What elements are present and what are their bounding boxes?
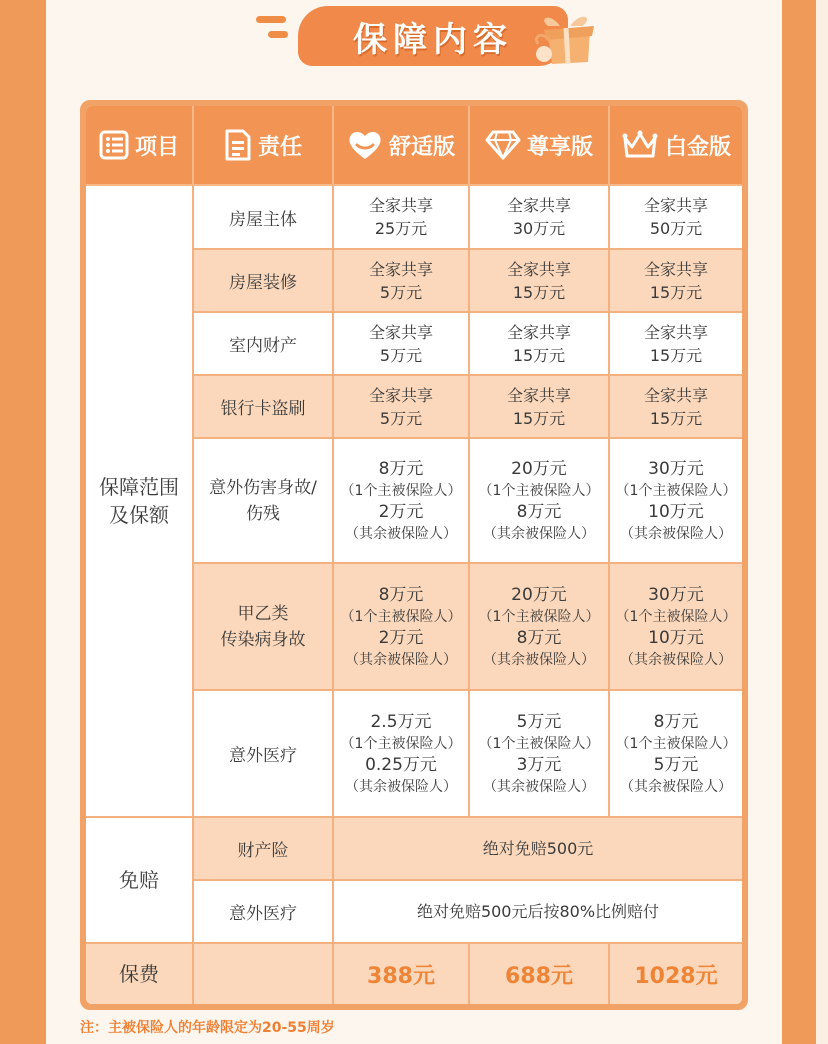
cell-text: 5万元 [653, 754, 699, 775]
coverage-group-label-line1: 保障范围 [99, 475, 179, 499]
table-cell [470, 313, 610, 376]
cell-text: 8万元 [378, 584, 424, 605]
table-cell [610, 376, 742, 439]
cell-text: 15万元 [512, 282, 566, 302]
table-cell [610, 564, 742, 691]
header-item [86, 106, 194, 186]
cell-text: 全家共享 [643, 259, 708, 279]
cell-text: 0.25万元 [365, 754, 437, 775]
header-plan-comfort [334, 106, 470, 186]
cell-text: （1个主被保险人） [478, 482, 600, 499]
cell-text: 伤残 [246, 503, 280, 524]
table-cell [470, 691, 610, 818]
coverage-table [80, 100, 748, 1010]
row-name [194, 564, 334, 691]
row-name: 房屋主体 [194, 186, 334, 250]
table-cell [610, 313, 742, 376]
cell-text: 10万元 [648, 627, 704, 648]
premium-plan-platinum: 1028元 [610, 944, 742, 1004]
cell-text: 全家共享 [506, 196, 571, 215]
page-title: 保障内容 [298, 6, 568, 66]
cell-text: 30万元 [648, 584, 704, 605]
table-cell [334, 691, 470, 818]
gift-box-icon [530, 4, 600, 68]
table-cell [610, 250, 742, 313]
row-name: 银行卡盗刷 [194, 376, 334, 439]
table-cell [610, 186, 742, 250]
cell-text: （1个主被保险人） [615, 735, 737, 752]
table-cell [610, 439, 742, 564]
cell-text: （1个主被保险人） [340, 608, 462, 625]
cell-text: 全家共享 [506, 322, 571, 342]
cell-text: 8万元 [516, 627, 562, 648]
cell-text: 2万元 [378, 627, 424, 648]
cell-text: 30万元 [648, 458, 704, 479]
right-border-stripe [782, 0, 828, 1044]
cell-text: 8万元 [378, 458, 424, 479]
cell-text: （其余被保险人） [483, 525, 595, 542]
age-note: 注：主被保险人的年龄限定为20-55周岁 [80, 1020, 335, 1036]
header-item-label: 项目 [134, 134, 179, 160]
cell-text: （其余被保险人） [483, 778, 595, 795]
cell-text: 3万元 [516, 754, 562, 775]
premium-empty-cell [194, 944, 334, 1004]
title-dash-decoration [268, 31, 288, 38]
coverage-group-label [86, 186, 194, 818]
cell-text: 全家共享 [368, 322, 433, 342]
cell-text: （1个主被保险人） [478, 608, 600, 625]
cell-text: 2万元 [378, 501, 424, 522]
cell-text: 15万元 [512, 345, 566, 365]
cell-text: （1个主被保险人） [615, 608, 737, 625]
left-border-stripe [0, 0, 46, 1044]
cell-text: （其余被保险人） [483, 651, 595, 668]
cell-text: 甲乙类 [237, 603, 289, 624]
cell-text: （1个主被保险人） [478, 735, 600, 752]
cell-text: 15万元 [512, 408, 566, 428]
header-plan-premium-label: 尊享版 [526, 134, 593, 160]
table-cell [334, 250, 470, 313]
cell-text: 5万元 [379, 282, 423, 302]
table-cell [470, 186, 610, 250]
cell-text: 15万元 [649, 282, 703, 302]
cell-text: 全家共享 [368, 196, 433, 215]
cell-text: （其余被保险人） [620, 651, 732, 668]
cell-text: （其余被保险人） [345, 778, 457, 795]
cell-text: 全家共享 [643, 385, 708, 405]
table-cell [334, 313, 470, 376]
crown-icon [621, 130, 659, 160]
cell-text: 30万元 [512, 219, 566, 238]
header-plan-platinum [610, 106, 742, 186]
cell-text: 50万元 [649, 219, 703, 238]
table-cell [470, 250, 610, 313]
cell-text: （1个主被保险人） [340, 735, 462, 752]
premium-plan-premium: 688元 [470, 944, 610, 1004]
cell-text: 2.5万元 [370, 711, 432, 732]
deductible-property-value: 绝对免赔500元 [334, 818, 742, 881]
deductible-medical-value: 绝对免赔500元后按80%比例赔付 [334, 881, 742, 944]
cell-text: 15万元 [649, 408, 703, 428]
row-name: 房屋装修 [194, 250, 334, 313]
cell-text: （其余被保险人） [620, 525, 732, 542]
table-cell [470, 564, 610, 691]
cell-text: 全家共享 [506, 259, 571, 279]
table-cell [334, 376, 470, 439]
header-duty-label: 责任 [257, 134, 302, 160]
cell-text: 5万元 [379, 408, 423, 428]
cell-text: 全家共享 [368, 259, 433, 279]
table-cell [334, 564, 470, 691]
title-dash-decoration [256, 16, 286, 23]
cell-text: 全家共享 [368, 385, 433, 405]
cell-text: 20万元 [511, 458, 567, 479]
cell-text: 8万元 [653, 711, 699, 732]
table-cell [334, 439, 470, 564]
premium-label: 保费 [86, 944, 194, 1004]
cell-text: （其余被保险人） [345, 651, 457, 668]
cell-text: 8万元 [516, 501, 562, 522]
document-icon [224, 129, 252, 161]
table-cell [334, 186, 470, 250]
cell-text: 15万元 [649, 345, 703, 365]
table-cell [470, 439, 610, 564]
deductible-medical-name: 意外医疗 [194, 881, 334, 944]
cell-text: 全家共享 [643, 196, 708, 215]
header-duty [194, 106, 334, 186]
cell-text: 全家共享 [506, 385, 571, 405]
row-name: 意外医疗 [194, 691, 334, 818]
deductible-property-name: 财产险 [194, 818, 334, 881]
cell-text: 20万元 [511, 584, 567, 605]
coverage-group-label-line2: 及保额 [109, 503, 169, 527]
cell-text: （其余被保险人） [345, 525, 457, 542]
premium-plan-comfort: 388元 [334, 944, 470, 1004]
cell-text: 10万元 [648, 501, 704, 522]
header-plan-platinum-label: 白金版 [664, 134, 731, 160]
table-cell [470, 376, 610, 439]
cell-text: 意外伤害身故/ [209, 477, 317, 498]
diamond-icon [485, 130, 521, 160]
cell-text: 5万元 [379, 345, 423, 365]
row-name: 室内财产 [194, 313, 334, 376]
row-name [194, 439, 334, 564]
heart-icon [347, 129, 383, 161]
cell-text: （其余被保险人） [620, 778, 732, 795]
deductible-label: 免赔 [86, 818, 194, 944]
cell-text: （1个主被保险人） [615, 482, 737, 499]
cell-text: 传染病身故 [220, 629, 306, 650]
cell-text: 5万元 [516, 711, 562, 732]
cell-text: 25万元 [374, 219, 428, 238]
header-plan-comfort-label: 舒适版 [388, 134, 455, 160]
list-icon [99, 130, 129, 160]
cell-text: 全家共享 [643, 322, 708, 342]
table-cell [610, 691, 742, 818]
header-plan-premium [470, 106, 610, 186]
coverage-table-body [86, 106, 742, 1004]
cell-text: （1个主被保险人） [340, 482, 462, 499]
title-banner [0, 0, 828, 75]
